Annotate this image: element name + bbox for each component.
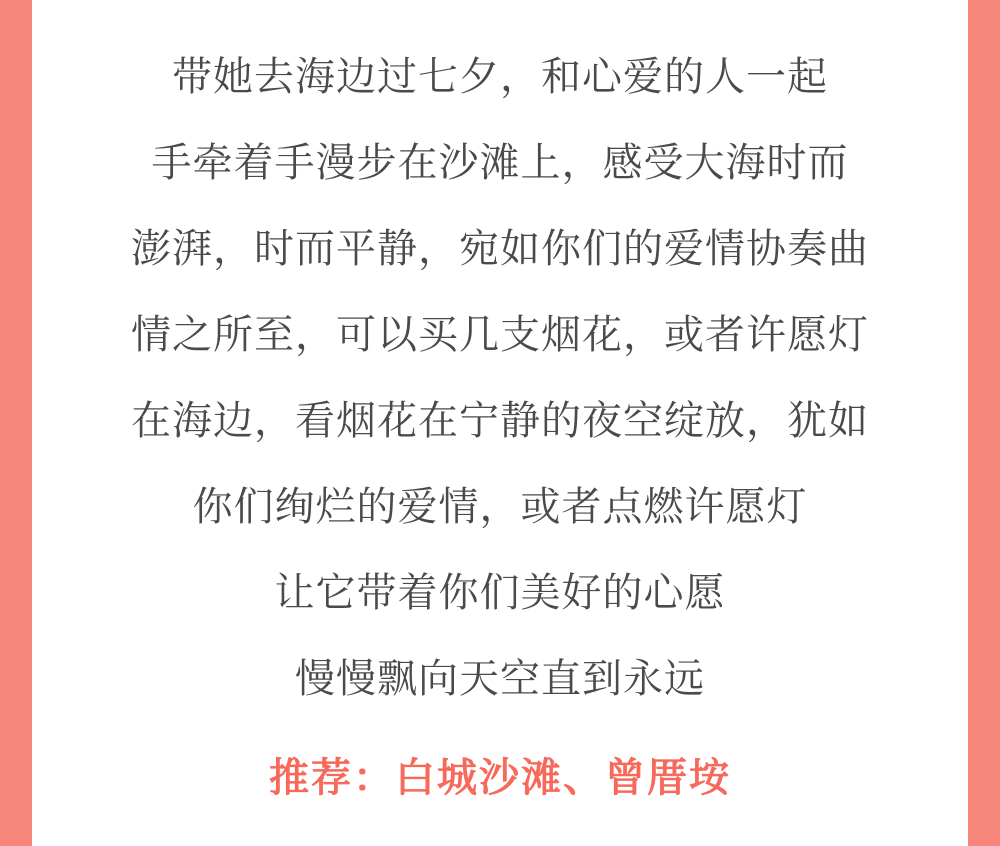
article-line: 你们绚烂的爱情，或者点燃许愿灯 <box>192 485 808 529</box>
article-body <box>32 34 968 722</box>
right-border-stripe <box>968 0 1000 846</box>
article-line: 让它带着你们美好的心愿 <box>274 571 726 615</box>
article-line: 手牵着手漫步在沙滩上，感受大海时而 <box>151 141 849 185</box>
article-content <box>32 0 968 846</box>
left-border-stripe <box>0 0 32 846</box>
article-line: 情之所至，可以买几支烟花，或者许愿灯 <box>131 313 869 357</box>
article-line: 澎湃，时而平静，宛如你们的爱情协奏曲 <box>131 227 869 271</box>
article-line: 慢慢飘向天空直到永远 <box>295 657 705 701</box>
article-line: 在海边，看烟花在宁静的夜空绽放，犹如 <box>131 399 869 443</box>
article-line: 带她去海边过七夕，和心爱的人一起 <box>172 55 828 99</box>
recommendation-text: 推荐：白城沙滩、曾厝垵 <box>269 756 731 800</box>
